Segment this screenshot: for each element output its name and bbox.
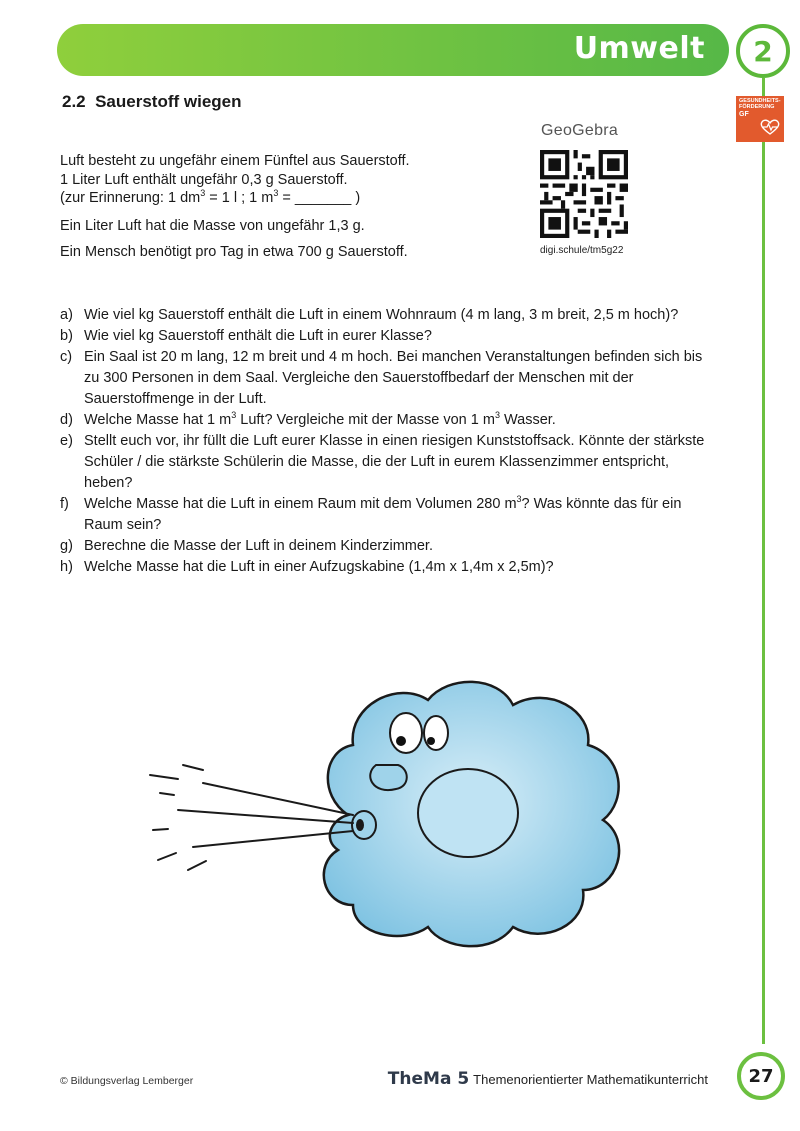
intro-line: Ein Mensch benötigt pro Tag in etwa 700 g Sauerstoff.	[60, 244, 408, 260]
qr-code-icon[interactable]	[540, 150, 628, 238]
qr-url[interactable]: digi.schule/tm5g22	[540, 245, 624, 256]
chapter-header-band	[57, 24, 729, 76]
intro-line: Ein Liter Luft hat die Masse von ungefähr 1,3 g.	[60, 217, 365, 234]
page-number-circle	[737, 1052, 785, 1100]
brand-subtitle: Themenorientierter Mathematikunterricht	[473, 1072, 708, 1087]
geogebra-logo: GeoGebra	[541, 122, 619, 139]
intro-text	[60, 152, 510, 262]
brand-name: TheMa 5	[387, 1069, 470, 1089]
task-item: h) Welche Masse hat die Luft in einer Aufzugskabine (1,4m x 1,4m x 2,5m)?	[60, 559, 554, 575]
task-item: e) Stellt euch vor, ihr füllt die Luft eurer Klasse in einen riesigen Kunststoffsack. Könnte der stärkste Schüler / die stärkste Schülerin die Masse, die der Luft in eurem Klassenzimmer entspricht, heben?	[60, 433, 705, 491]
task-item: g) Berechne die Masse der Luft in deinem Kinderzimmer.	[60, 538, 433, 554]
section-number: 2.2	[62, 92, 86, 111]
intro-reminder: (zur Erinnerung: 1 $dm^3 = 1$ l ; 1 $m^3$ = _______ )	[60, 188, 361, 206]
footer-brand-line	[388, 1069, 708, 1089]
page-number: 27	[748, 1065, 774, 1087]
section-title: Sauerstoff wiegen	[95, 92, 242, 111]
chapter-title: Umwelt	[573, 31, 705, 66]
task-list	[60, 305, 710, 578]
task-item: a) Wie viel kg Sauerstoff enthält die Luft in einem Wohnraum (4 m lang, 3 m breit, 2,5 m hoch)?	[60, 307, 679, 323]
task-item: f) Welche Masse hat die Luft in einem Raum mit dem Volumen 280 $m^3$? Was könnte das für ein Raum sein?	[60, 494, 682, 533]
intro-line: 1 Liter Luft enthält ungefähr 0,3 g Sauerstoff.	[60, 171, 348, 188]
badge-label: GESUNDHEITS-FÖRDERUNG	[739, 98, 781, 110]
task-item: b) Wie viel kg Sauerstoff enthält die Luft in eurer Klasse?	[60, 328, 432, 344]
task-item: c) Ein Saal ist 20 m lang, 12 m breit und 4 m hoch. Bei manchen Veranstaltungen befinden sich bis zu 300 Personen in dem Saal. Vergleiche den Sauerstoffbedarf der Menschen mit der Sauerstoffmenge in der Luft.	[60, 349, 703, 407]
health-badge	[736, 96, 784, 142]
chapter-number-circle	[736, 24, 790, 78]
blowing-cloud-illustration	[148, 665, 648, 955]
section-heading	[62, 92, 242, 112]
badge-code: GF	[739, 111, 749, 118]
margin-line	[762, 78, 765, 1044]
task-item: d) Welche Masse hat 1 $m^3$ Luft? Vergleiche mit der Masse von 1 $m^3$ Wasser.	[60, 410, 556, 428]
copyright-text: © Bildungsverlag Lemberger	[60, 1075, 194, 1087]
chapter-number: 2	[753, 34, 773, 68]
heart-pulse-icon	[759, 118, 781, 136]
intro-line: Luft besteht zu ungefähr einem Fünftel aus Sauerstoff.	[60, 153, 410, 169]
